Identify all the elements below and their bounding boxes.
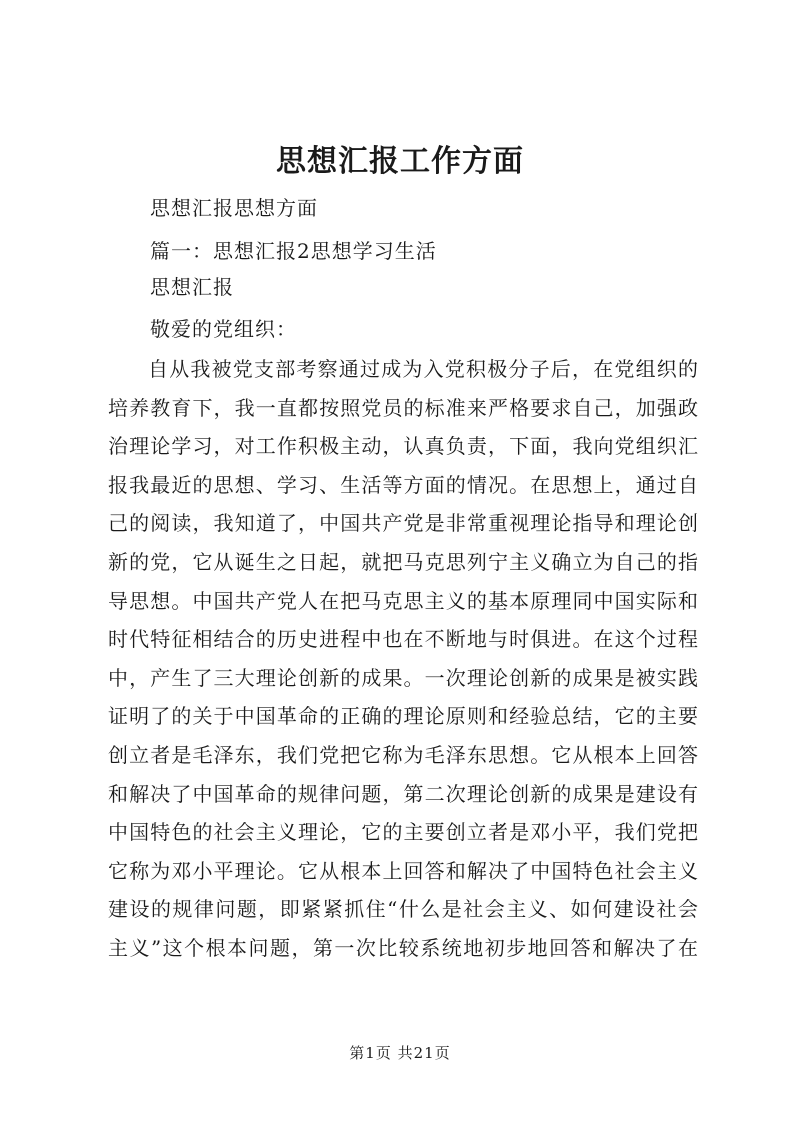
section-heading: 篇一：思想汇报2思想学习生活 (150, 239, 437, 263)
paragraph-line: 培养教育下，我一直都按照党员的标准来严格要求自己，加强政 (108, 395, 698, 420)
paragraph-line: 证明了的关于中国革命的正确的理论原则和经验总结，它的主要 (108, 704, 698, 729)
body-paragraph (108, 350, 698, 968)
paragraph-line: 创立者是毛泽东，我们党把它称为毛泽东思想。它从根本上回答 (108, 742, 698, 767)
paragraph-line: 主义”这个根本问题，第一次比较系统地初步地回答和解决了在 (108, 935, 698, 960)
paragraph-line: 报我最近的思想、学习、生活等方面的情况。在思想上，通过自 (108, 472, 698, 497)
paragraph-line: 中，产生了三大理论创新的成果。一次理论创新的成果是被实践 (108, 665, 698, 690)
paragraph-line: 治理论学习，对工作积极主动，认真负责，下面，我向党组织汇 (108, 434, 698, 459)
paragraph-line: 时代特征相结合的历史进程中也在不断地与时俱进。在这个过程 (108, 627, 698, 652)
subtitle-line: 思想汇报思想方面 (150, 196, 318, 220)
paragraph-line: 它称为邓小平理论。它从根本上回答和解决了中国特色社会主义 (108, 858, 698, 883)
paragraph-line: 自从我被党支部考察通过成为入党积极分子后，在党组织的 (148, 357, 698, 381)
report-label: 思想汇报 (150, 275, 234, 299)
paragraph-line: 新的党，它从诞生之日起，就把马克思列宁主义确立为自己的指 (108, 549, 698, 574)
paragraph-line: 建设的规律问题，即紧紧抓住“什么是社会主义、如何建设社会 (108, 897, 698, 922)
paragraph-line: 和解决了中国革命的规律问题，第二次理论创新的成果是建设有 (108, 781, 698, 806)
document-title: 思想汇报工作方面 (276, 144, 524, 179)
page-number-footer: 第1页 共21页 (349, 1044, 451, 1062)
paragraph-line: 中国特色的社会主义理论，它的主要创立者是邓小平，我们党把 (108, 820, 698, 845)
paragraph-line: 己的阅读，我知道了，中国共产党是非常重视理论指导和理论创 (108, 511, 698, 536)
salutation: 敬爱的党组织： (150, 317, 297, 341)
paragraph-line: 导思想。中国共产党人在把马克思主义的基本原理同中国实际和 (108, 588, 698, 613)
